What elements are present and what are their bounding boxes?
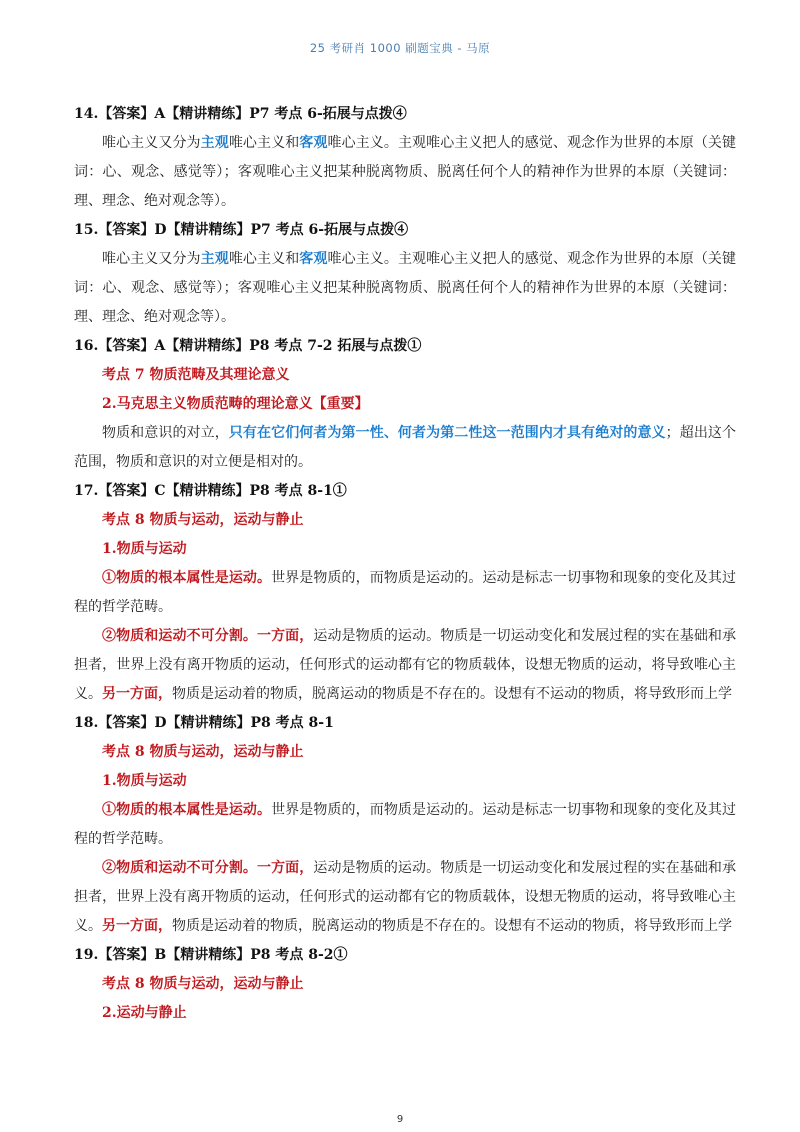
text-run: 唯心主义和 bbox=[228, 135, 300, 151]
answer-heading-18: 18.【答案】D【精讲精练】P8 考点 8-1 bbox=[74, 715, 334, 731]
knowledge-point-heading: 考点 7 物质范畴及其理论意义 bbox=[102, 367, 290, 383]
key-phrase: ①物质的根本属性是运动。 bbox=[102, 802, 272, 818]
highlight-term: 客观 bbox=[299, 251, 328, 267]
knowledge-point-subheading: 1.物质与运动 bbox=[102, 541, 187, 557]
explanation-paragraph bbox=[74, 622, 736, 709]
text-run: 物质是运动着的物质，脱离运动的物质是不存在的。设想有不运动的物质，将导致形而上学 bbox=[172, 918, 732, 934]
highlight-term: 主观 bbox=[200, 135, 229, 151]
highlight-term: 只有在它们何者为第一性、何者为第二性这一范围内才具有绝对的意义 bbox=[228, 425, 666, 441]
knowledge-point-subheading: 1.物质与运动 bbox=[102, 773, 187, 789]
page-header bbox=[0, 0, 800, 70]
highlight-term: 客观 bbox=[299, 135, 328, 151]
text-run: 唯心主义。主观唯心主义把人的感觉、观念作为世界的本原（关键词：心、观念、感觉等）；客观唯心主义把某种脱离物质、脱离任何个人的精神作为世界的本原（关键词：理、理念、绝对观念等）。 bbox=[74, 251, 737, 325]
answer-content bbox=[74, 100, 736, 1028]
key-phrase: ①物质的根本属性是运动。 bbox=[102, 570, 272, 586]
knowledge-point-subheading: 2.马克思主义物质范畴的理论意义【重要】 bbox=[102, 396, 369, 412]
answer-heading-17: 17.【答案】C【精讲精练】P8 考点 8-1① bbox=[74, 483, 347, 499]
answer-heading-19: 19.【答案】B【精讲精练】P8 考点 8-2① bbox=[74, 947, 348, 963]
knowledge-point-subheading: 2.运动与静止 bbox=[102, 1005, 187, 1021]
answer-heading-15: 15.【答案】D【精讲精练】P7 考点 6-拓展与点拨④ bbox=[74, 222, 409, 238]
explanation-paragraph bbox=[74, 245, 736, 332]
text-run: 唯心主义又分为 bbox=[102, 251, 201, 267]
explanation-paragraph bbox=[74, 419, 736, 477]
explanation-paragraph bbox=[74, 796, 736, 854]
header-title: 25 考研肖 1000 刷题宝典 - 马原 bbox=[309, 41, 491, 55]
knowledge-point-heading: 考点 8 物质与运动，运动与静止 bbox=[102, 744, 304, 760]
text-run: 物质和意识的对立， bbox=[102, 425, 229, 441]
answer-heading-14: 14.【答案】A【精讲精练】P7 考点 6-拓展与点拨④ bbox=[74, 106, 407, 122]
key-phrase: ②物质和运动不可分割。一方面， bbox=[102, 628, 314, 644]
key-phrase: 另一方面， bbox=[102, 918, 172, 934]
text-run: 唯心主义和 bbox=[228, 251, 300, 267]
text-run: 世界是物质的，而物质是运动的。运动是标志一切事物和现象的变化及其过程的哲学范畴。 bbox=[74, 570, 737, 615]
explanation-paragraph bbox=[74, 564, 736, 622]
text-run: 运动是物质的运动。物质是一切运动变化和发展过程的实在基础和承担者，世界上没有离开物质的运动，任何形式的运动都有它的物质载体，设想无物质的运动，将导致唯心主义。 bbox=[74, 628, 737, 702]
knowledge-point-heading: 考点 8 物质与运动，运动与静止 bbox=[102, 512, 304, 528]
text-run: 唯心主义又分为 bbox=[102, 135, 201, 151]
text-run: 运动是物质的运动。物质是一切运动变化和发展过程的实在基础和承担者，世界上没有离开物质的运动，任何形式的运动都有它的物质载体，设想无物质的运动，将导致唯心主义。 bbox=[74, 860, 737, 934]
knowledge-point-heading: 考点 8 物质与运动，运动与静止 bbox=[102, 976, 304, 992]
text-run: 物质是运动着的物质，脱离运动的物质是不存在的。设想有不运动的物质，将导致形而上学 bbox=[172, 686, 732, 702]
highlight-term: 主观 bbox=[200, 251, 229, 267]
explanation-paragraph bbox=[74, 129, 736, 216]
explanation-paragraph bbox=[74, 854, 736, 941]
key-phrase: ②物质和运动不可分割。一方面， bbox=[102, 860, 314, 876]
text-run: ；超出这个范围，物质和意识的对立便是相对的。 bbox=[74, 425, 737, 470]
key-phrase: 另一方面， bbox=[102, 686, 172, 702]
answer-heading-16: 16.【答案】A【精讲精练】P8 考点 7-2 拓展与点拨① bbox=[74, 338, 422, 354]
text-run: 世界是物质的，而物质是运动的。运动是标志一切事物和现象的变化及其过程的哲学范畴。 bbox=[74, 802, 737, 847]
text-run: 唯心主义。主观唯心主义把人的感觉、观念作为世界的本原（关键词：心、观念、感觉等）；客观唯心主义把某种脱离物质、脱离任何个人的精神作为世界的本原（关键词：理、理念、绝对观念等）。 bbox=[74, 135, 737, 209]
page-number: 9 bbox=[396, 1114, 404, 1125]
